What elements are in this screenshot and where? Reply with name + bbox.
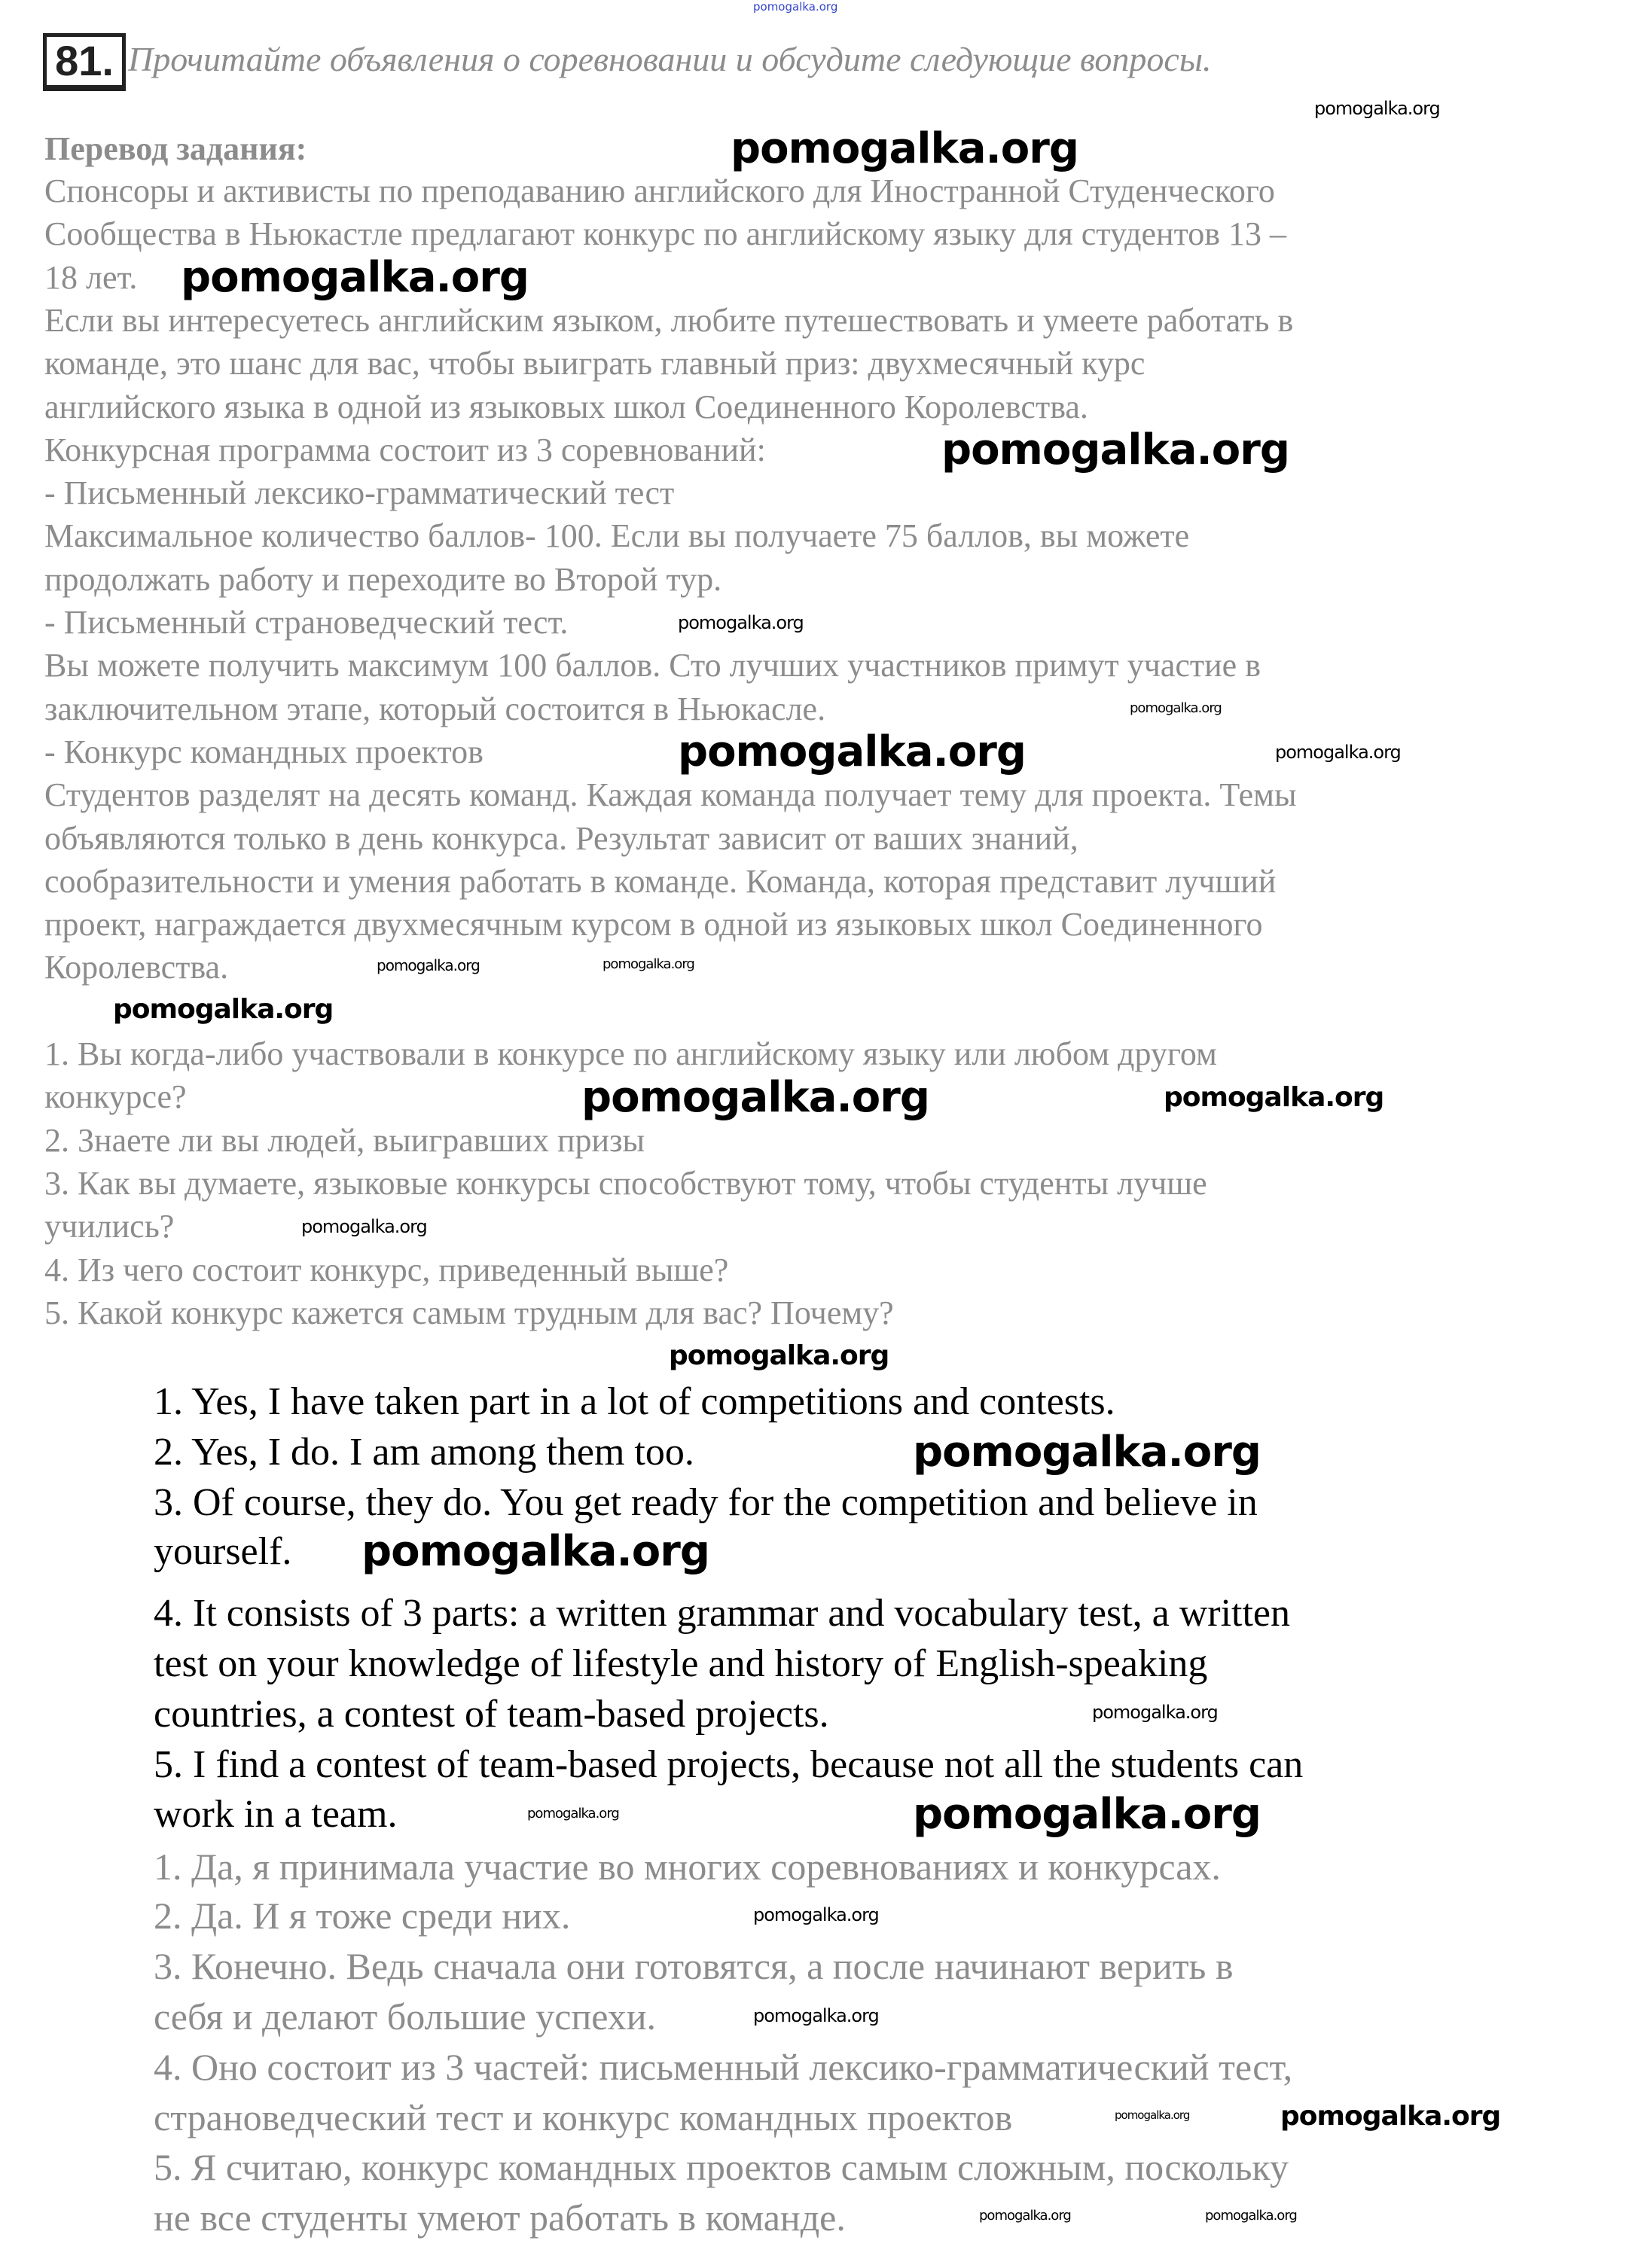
answer-line-ru: страноведческий тест и конкурс командных проектов bbox=[154, 2096, 1013, 2138]
watermark: pomogalka.org bbox=[1280, 2101, 1501, 2132]
watermark: pomogalka.org bbox=[1115, 2108, 1190, 2122]
translation-line: заключительном этапе, который состоится в Ньюкасле. bbox=[44, 690, 826, 727]
watermark: pomogalka.org bbox=[753, 2005, 879, 2026]
watermark: pomogalka.org bbox=[753, 1904, 879, 1925]
translation-heading: Перевод задания: bbox=[44, 130, 307, 167]
translation-line: Конкурсная программа состоит из 3 соревнований: bbox=[44, 431, 766, 468]
watermark: pomogalka.org bbox=[913, 1790, 1261, 1839]
answer-line-en: 2. Yes, I do. I am among them too. bbox=[154, 1431, 694, 1474]
watermark: pomogalka.org bbox=[603, 956, 694, 972]
translation-line: - Письменный лексико-грамматический тест bbox=[44, 474, 675, 512]
translation-line: Вы можете получить максимум 100 баллов. Сто лучших участников примут участие в bbox=[44, 647, 1261, 684]
watermark: pomogalka.org bbox=[362, 1527, 709, 1576]
watermark: pomogalka.org bbox=[113, 994, 334, 1025]
answer-line-en: test on your knowledge of lifestyle and history of English-speaking bbox=[154, 1642, 1208, 1685]
watermark: pomogalka.org bbox=[1205, 2208, 1297, 2224]
translation-line: команде, это шанс для вас, чтобы выиграть главный приз: двухмесячный курс bbox=[44, 345, 1146, 383]
answer-line-ru: себя и делают большие успехи. bbox=[154, 1995, 656, 2038]
question-line: 2. Знаете ли вы людей, выигравших призы bbox=[44, 1121, 645, 1159]
watermark: pomogalka.org bbox=[678, 612, 804, 633]
exercise-instruction: Прочитайте объявления о соревновании и обсудите следующие вопросы. bbox=[128, 40, 1212, 78]
translation-line: продолжать работу и переходите во Второй тур. bbox=[44, 560, 722, 598]
answer-line-en: countries, a contest of team-based projects. bbox=[154, 1692, 829, 1736]
translation-line: - Конкурс командных проектов bbox=[44, 733, 484, 770]
answer-line-ru: 4. Оно состоит из 3 частей: письменный лексико-грамматический тест, bbox=[154, 2045, 1293, 2088]
watermark: pomogalka.org bbox=[1314, 98, 1440, 119]
answer-line-ru: 2. Да. И я тоже среди них. bbox=[154, 1895, 571, 1937]
watermark: pomogalka.org bbox=[301, 1216, 427, 1237]
watermark: pomogalka.org bbox=[1164, 1082, 1384, 1113]
translation-line: Студентов разделят на десять команд. Каждая команда получает тему для проекта. Темы bbox=[44, 776, 1297, 814]
question-line: 5. Какой конкурс кажется самым трудным для вас? Почему? bbox=[44, 1294, 894, 1331]
answer-line-en: 1. Yes, I have taken part in a lot of competitions and contests. bbox=[154, 1380, 1115, 1424]
answer-line-ru: не все студенты умеют работать в команде. bbox=[154, 2196, 846, 2239]
watermark: pomogalka.org bbox=[979, 2208, 1071, 2224]
answer-line-en: yourself. bbox=[154, 1529, 292, 1573]
watermark: pomogalka.org bbox=[527, 1806, 619, 1821]
question-line: 4. Из чего состоит конкурс, приведенный выше? bbox=[44, 1251, 729, 1288]
translation-line: Сообщества в Ньюкастле предлагают конкурс по английскому языку для студентов 13 – bbox=[44, 215, 1287, 253]
answer-line-ru: 1. Да, я принимала участие во многих соревнованиях и конкурсах. bbox=[154, 1846, 1221, 1888]
watermark: pomogalka.org bbox=[377, 956, 480, 974]
question-line: учились? bbox=[44, 1208, 175, 1245]
top-watermark: pomogalka.org bbox=[753, 0, 838, 14]
translation-line: Если вы интересуетесь английским языком, любите путешествовать и умеете работать в bbox=[44, 301, 1294, 339]
watermark: pomogalka.org bbox=[913, 1428, 1261, 1477]
answer-line-ru: 5. Я считаю, конкурс командных проектов самым сложным, поскольку bbox=[154, 2146, 1289, 2189]
watermark: pomogalka.org bbox=[1092, 1702, 1218, 1723]
watermark: pomogalka.org bbox=[678, 727, 1026, 776]
question-line: 1. Вы когда-либо участвовали в конкурсе по английскому языку или любом другом bbox=[44, 1035, 1217, 1072]
translation-line: сообразительности и умения работать в команде. Команда, которая представит лучший bbox=[44, 862, 1277, 900]
translation-line: Королевства. bbox=[44, 949, 229, 986]
answer-line-en: 4. It consists of 3 parts: a written grammar and vocabulary test, a written bbox=[154, 1592, 1291, 1635]
translation-line: 18 лет. bbox=[44, 258, 138, 296]
watermark: pomogalka.org bbox=[1130, 700, 1222, 716]
answer-line-ru: 3. Конечно. Ведь сначала они готовятся, а после начинают верить в bbox=[154, 1944, 1234, 1987]
watermark: pomogalka.org bbox=[181, 253, 529, 302]
translation-line: Спонсоры и активисты по преподаванию английского для Иностранной Студенческого bbox=[44, 172, 1275, 209]
watermark: pomogalka.org bbox=[941, 425, 1289, 474]
answer-line-en: 5. I find a contest of team-based projects, because not all the students can bbox=[154, 1742, 1304, 1786]
watermark: pomogalka.org bbox=[581, 1073, 929, 1122]
exercise-number: 81. bbox=[43, 33, 126, 91]
translation-line: проект, награждается двухмесячным курсом в одной из языковых школ Соединенного bbox=[44, 906, 1263, 943]
watermark: pomogalka.org bbox=[731, 124, 1078, 173]
translation-line: Максимальное количество баллов- 100. Если вы получаете 75 баллов, вы можете bbox=[44, 517, 1190, 555]
question-line: 3. Как вы думаете, языковые конкурсы способствуют тому, чтобы студенты лучше bbox=[44, 1164, 1207, 1202]
watermark: pomogalka.org bbox=[1275, 742, 1401, 763]
translation-line: английского языка в одной из языковых школ Соединенного Королевства. bbox=[44, 388, 1088, 425]
answer-line-en: 3. Of course, they do. You get ready for the competition and believe in bbox=[154, 1480, 1258, 1524]
translation-line: - Письменный страноведческий тест. bbox=[44, 604, 569, 641]
question-line: конкурсе? bbox=[44, 1078, 187, 1116]
answer-line-en: work in a team. bbox=[154, 1793, 398, 1837]
watermark: pomogalka.org bbox=[669, 1340, 889, 1371]
translation-line: объявляются только в день конкурса. Результат зависит от ваших знаний, bbox=[44, 819, 1078, 857]
